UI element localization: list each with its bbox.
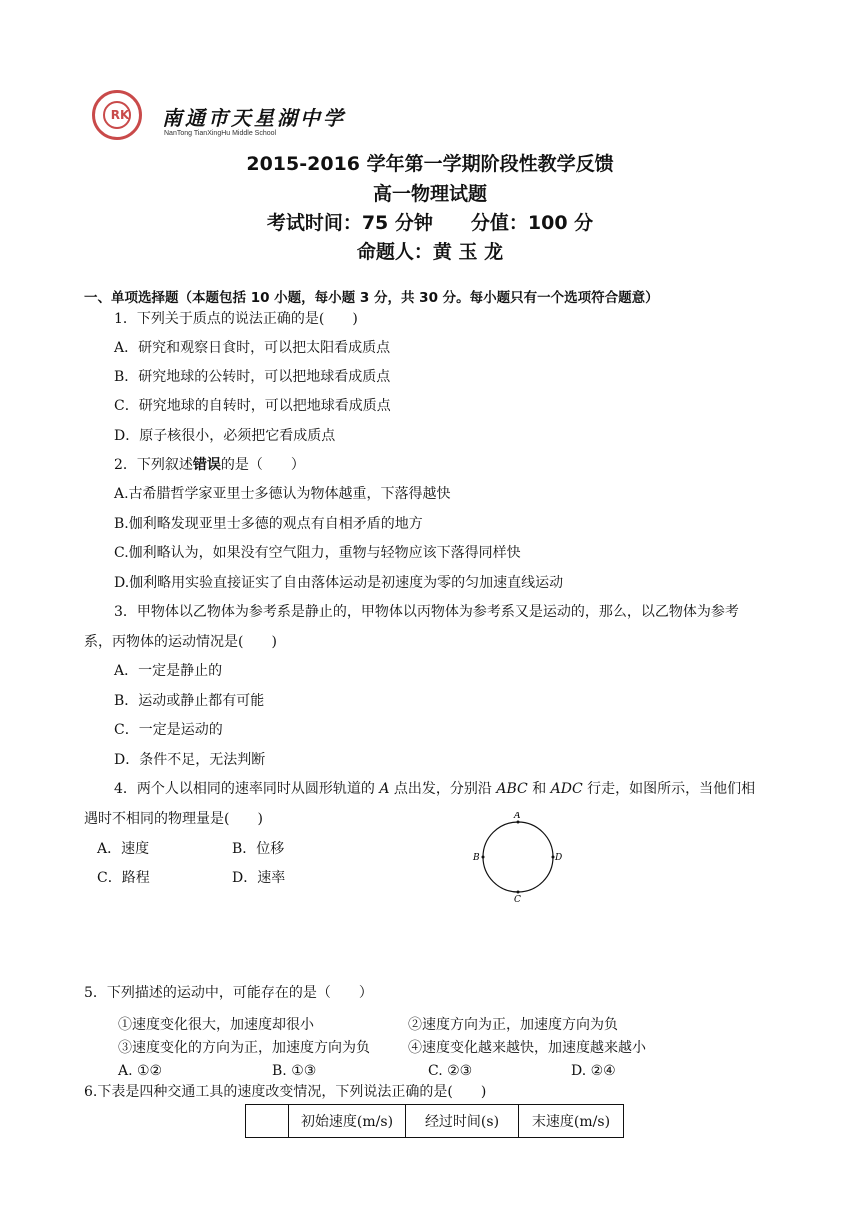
q1-stem: 1．下列关于质点的说法正确的是( ) — [114, 311, 358, 327]
q1-option-b: B．研究地球的公转时，可以把地球看成质点 — [114, 369, 391, 385]
point-b — [482, 856, 485, 859]
q3-option-b: B．运动或静止都有可能 — [114, 693, 265, 709]
exam-author: 命题人：黄 玉 龙 — [356, 241, 504, 263]
school-name: 南通市天星湖中学 — [162, 106, 346, 130]
exam-title: 2015-2016 学年第一学期阶段性教学反馈 — [246, 153, 614, 175]
table-header-cell: 初始速度(m/s) — [289, 1105, 406, 1138]
q5-stem: 5．下列描述的运动中，可能存在的是（ ） — [84, 985, 373, 1001]
school-name-en: NanTong TianXingHu Middle School — [164, 130, 277, 137]
q3-option-a: A．一定是静止的 — [114, 663, 223, 679]
q2-stem: 2．下列叙述错误的是（ ） — [114, 457, 305, 473]
school-seal-icon: RK — [92, 90, 142, 140]
q1-option-c: C．研究地球的自转时，可以把地球看成质点 — [114, 398, 391, 414]
q2-option-b: B.伽利略发现亚里士多德的观点有自相矛盾的地方 — [114, 516, 423, 532]
circular-track-figure — [470, 812, 570, 902]
q5-statement-2: ②速度方向为正，加速度方向为负 — [408, 1017, 618, 1033]
table-header-cell: 经过时间(s) — [406, 1105, 519, 1138]
track-circle — [483, 822, 553, 892]
q5-statement-1: ①速度变化很大，加速度却很小 — [118, 1017, 314, 1033]
q1-option-d: D．原子核很小，必须把它看成质点 — [114, 428, 336, 444]
q3-option-d: D．条件不足，无法判断 — [114, 752, 266, 768]
q5-option-b: B. ①③ — [272, 1063, 317, 1079]
section-heading: 一、单项选择题（本题包括 10 小题，每小题 3 分，共 30 分。每小题只有一个选项符合题意） — [84, 290, 659, 306]
exam-time-score: 考试时间：75 分钟 分值：100 分 — [266, 212, 594, 234]
label-a: A — [514, 812, 521, 821]
q3-stem-line2: 系，丙物体的运动情况是( ) — [84, 634, 277, 650]
q2-emphasis: 错误 — [192, 457, 221, 473]
q5-statement-3: ③速度变化的方向为正，加速度方向为负 — [118, 1040, 370, 1056]
point-c — [517, 891, 520, 894]
exam-subject: 高一物理试题 — [372, 183, 487, 205]
q3-stem-line1: 3．甲物体以乙物体为参考系是静止的，甲物体以丙物体为参考系又是运动的，那么，以乙物体为参考 — [114, 604, 739, 620]
table-header-row — [246, 1105, 624, 1138]
q5-option-a: A. ①② — [118, 1063, 163, 1079]
q3-option-c: C．一定是运动的 — [114, 722, 223, 738]
q6-stem: 6.下表是四种交通工具的速度改变情况，下列说法正确的是( ) — [84, 1084, 487, 1100]
q5-statement-4: ④速度变化越来越快，加速度越来越小 — [408, 1040, 646, 1056]
table-header-cell — [246, 1105, 289, 1138]
q5-option-d: D. ②④ — [571, 1063, 616, 1079]
q2-option-a: A.古希腊哲学家亚里士多德认为物体越重，下落得越快 — [114, 486, 451, 502]
q2-option-d: D.伽利略用实验直接证实了自由落体运动是初速度为零的匀加速直线运动 — [114, 575, 564, 591]
q4-option-a: A．速度 — [97, 841, 150, 857]
q4-stem-line1: 4．两个人以相同的速率同时从圆形轨道的 A 点出发，分别沿 ABC 和 ADC 行走，如图所示，当他们相 — [114, 781, 756, 797]
label-d: D — [555, 853, 563, 863]
label-c: C — [514, 895, 521, 902]
speed-table — [245, 1104, 624, 1138]
table-header-cell: 末速度(m/s) — [519, 1105, 624, 1138]
q5-option-c: C. ②③ — [428, 1063, 473, 1079]
q2-option-c: C.伽利略认为，如果没有空气阻力，重物与轻物应该下落得同样快 — [114, 545, 521, 561]
q4-stem-line2: 遇时不相同的物理量是( ) — [84, 811, 263, 827]
q1-option-a: A．研究和观察日食时，可以把太阳看成质点 — [114, 340, 391, 356]
q4-option-b: B．位移 — [232, 841, 285, 857]
q4-option-c: C．路程 — [97, 870, 150, 886]
label-b: B — [473, 853, 480, 863]
q4-option-d: D．速率 — [232, 870, 286, 886]
